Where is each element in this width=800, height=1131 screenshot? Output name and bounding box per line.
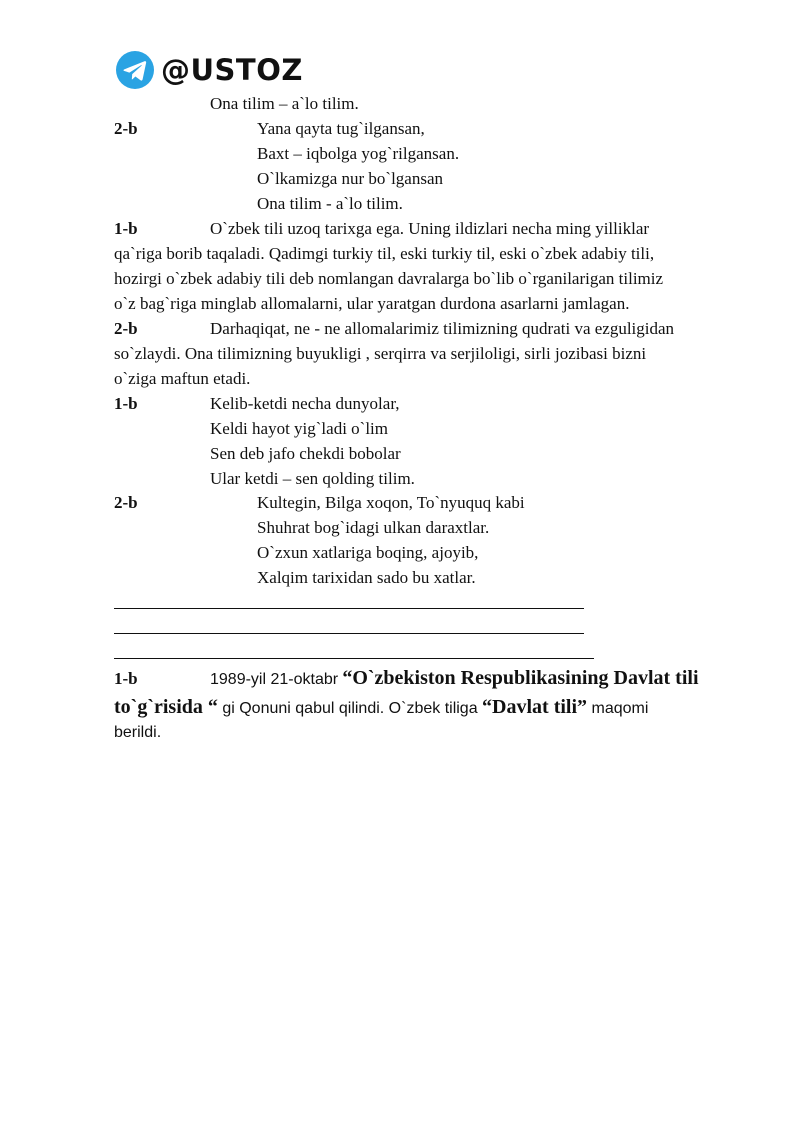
blank-answer-line — [114, 608, 584, 609]
verse-line: Shuhrat bog`idagi ulkan daraxtlar. — [257, 518, 490, 537]
speaker-label: 1-b — [114, 394, 138, 413]
paragraph-line: O`zbek tili uzoq tarixga ega. Uning ildizlari necha ming yilliklar — [210, 219, 650, 238]
paragraph-line: o`z bag`riga minglab allomalarni, ular yaratgan durdona asarlarni jamlagan. — [114, 294, 630, 313]
law-text: gi Qonuni qabul qilindi. O`zbek tiliga — [217, 700, 483, 717]
verse-line: Xalqim tarixidan sado bu xatlar. — [257, 568, 476, 587]
verse-line: O`lkamizga nur bo`lgansan — [257, 169, 443, 188]
law-title-part: to`g`risida “ — [114, 696, 218, 718]
law-text: maqomi — [587, 700, 649, 717]
paragraph-line: hozirgi o`zbek adabiy tili deb nomlangan davralarga bo`lib o`rganilarigan tilimiz — [114, 269, 664, 288]
speaker-label: 2-b — [114, 493, 138, 512]
blank-answer-line — [114, 658, 594, 659]
paragraph-line: Darhaqiqat, ne - ne allomalarimiz tilimizning qudrati va ezguligidan — [210, 319, 675, 338]
final-line-2 — [114, 694, 648, 722]
logo — [115, 48, 303, 92]
verse-line: Kelib-ketdi necha dunyolar, — [210, 394, 400, 413]
paragraph-line: so`zlaydi. Ona tilimizning buyukligi , serqirra va serjiloligi, sirli jozibasi bizni — [114, 344, 647, 363]
state-language-status: “Davlat tili” — [482, 696, 588, 718]
final-line-3: berildi. — [114, 724, 162, 741]
verse-line: Ona tilim - a`lo tilim. — [257, 194, 403, 213]
paragraph-line: qa`riga borib taqaladi. Qadimgi turkiy til, eski turkiy til, eski o`zbek adabiy tili, — [114, 244, 655, 263]
verse-line: Yana qayta tug`ilgansan, — [257, 119, 425, 138]
paragraph-line: o`ziga maftun etadi. — [114, 369, 251, 388]
verse-line: Sen deb jafo chekdi bobolar — [210, 444, 401, 463]
verse-line: Keldi hayot yig`ladi o`lim — [210, 419, 388, 438]
law-date: 1989-yil 21-oktabr — [210, 671, 339, 688]
telegram-icon — [115, 50, 155, 90]
blank-answer-line — [114, 633, 584, 634]
verse-line: Ular ketdi – sen qolding tilim. — [210, 469, 415, 488]
verse-line: O`zxun xatlariga boqing, ajoyib, — [257, 543, 479, 562]
speaker-label: 2-b — [114, 119, 138, 138]
speaker-label: 1-b — [114, 669, 138, 688]
speaker-label: 1-b — [114, 219, 138, 238]
logo-handle: @USTOZ — [161, 53, 303, 87]
verse-line: Kultegin, Bilga xoqon, To`nyuquq kabi — [257, 493, 525, 512]
final-line-1 — [210, 665, 699, 693]
verse-line: Baxt – iqbolga yog`rilgansan. — [257, 144, 460, 163]
law-title-part: “O`zbekiston Respublikasining Davlat tili — [342, 667, 699, 689]
speaker-label: 2-b — [114, 319, 138, 338]
verse-line: Ona tilim – a`lo tilim. — [210, 94, 359, 113]
